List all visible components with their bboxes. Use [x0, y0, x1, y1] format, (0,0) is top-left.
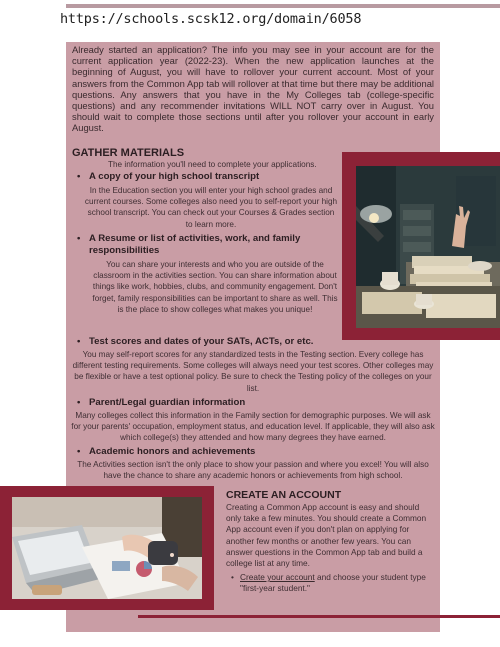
item-honors-text: The Activities section isn't the only place to show your passion and where you excel! You will also have the chance to share any academic honors or achievements from high school.: [77, 460, 429, 481]
item-test-scores-title: • Test scores and dates of your SATs, ACTs, or etc.: [89, 336, 389, 348]
item-resume-text: You can share your interests and who you are outside of the classroom in the activities section. You can share information about things like work, hobbies, clubs, and community engagement. Don't forget, family responsibilities can be important to share as well. This is the place to show colleges what makes you unique!: [92, 260, 338, 314]
create-account-text: Creating a Common App account is easy and should only take a few minutes. You should create a Common App account even if you don't plan on applying for another few months or another few years. You can answer questions in the Common App tab and build a college list at any time.: [226, 502, 427, 569]
item-resume-title: • A Resume or list of activities, work, and family responsibilities: [89, 233, 329, 257]
laptop-documents-photo: [12, 497, 202, 599]
create-account-bullet-text: and choose your student type "first-year student.": [240, 572, 426, 593]
create-account-link[interactable]: Create your account: [240, 572, 315, 582]
office-paperwork-photo: [356, 166, 500, 328]
bottom-divider: [138, 615, 500, 618]
item-parent-info-text: Many colleges collect this information in the Family section for demographic purposes. We will ask for your parents' occupation, employment status, and education level. If applicable, they will also ask which college(s) they attended and how many degrees they have earned.: [71, 411, 435, 443]
item-honors-title: • Academic honors and achievements: [89, 446, 389, 458]
gather-materials-intro: The information you'll need to complete your applications.: [108, 160, 317, 169]
url-text: https://schools.scsk12.org/domain/6058: [60, 11, 362, 27]
top-divider: [66, 4, 500, 8]
item-parent-info-title: • Parent/Legal guardian information: [89, 397, 389, 409]
item-transcript-text: In the Education section you will enter your high school grades and current courses. Some colleges also need you to self-report your high school transcript. You can check out your Courses & Grades section to learn more.: [84, 186, 338, 229]
create-account-heading: CREATE AN ACCOUNT: [226, 489, 342, 501]
item-test-scores-text: You may self-report scores for any standardized tests in the Testing section. Every college has different testing requirements. Some colleges will always need your test scores. Other colleges may be flexible or have a test optional policy. Be sure to check the Testing policy of the colleges on your list.: [72, 350, 434, 393]
gather-materials-heading: GATHER MATERIALS: [72, 147, 185, 159]
item-transcript-title: • A copy of your high school transcript: [89, 171, 339, 183]
intro-paragraph: Already started an application? The info you may see in your account are for the current application year (2022-23). When the new application launches at the beginning of August, you will have to rollover your current account. Most of your answers from the Common App tab will rollover at that time but there may be additional questions. Any answers that you have in the My Colleges tab (college-specific questions) and any recommender invitations WILL NOT carry over in August. You should wait to complete those sections until after you rollover your account in early August.: [72, 44, 434, 134]
address-bar: [0, 0, 500, 40]
create-account-bullet: [240, 572, 430, 594]
